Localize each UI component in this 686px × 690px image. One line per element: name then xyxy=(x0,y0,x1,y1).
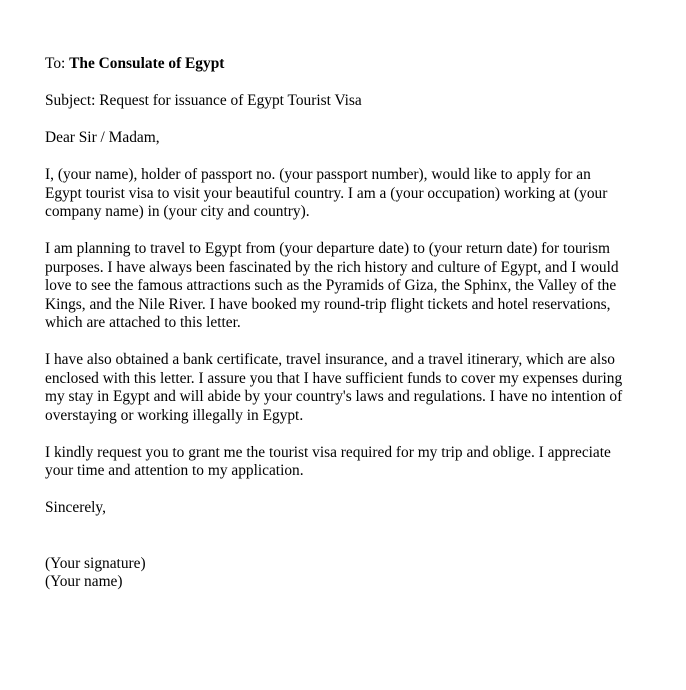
paragraph-line: I, (your name), holder of passport no. (your passport number), would like to apply for an xyxy=(45,166,591,183)
paragraph-line: I am planning to travel to Egypt from (your departure date) to (your return date) for tourism xyxy=(45,240,610,257)
closing: Sincerely, xyxy=(45,499,106,516)
signature-placeholder: (Your signature) xyxy=(45,554,146,572)
salutation: Dear Sir / Madam, xyxy=(45,129,160,146)
paragraph-line: love to see the famous attractions such as the Pyramids of Giza, the Sphinx, the Valley of the xyxy=(45,277,617,294)
paragraph-line: company name) in (your city and country). xyxy=(45,203,310,220)
paragraph-request xyxy=(45,444,680,481)
recipient-line xyxy=(45,55,680,74)
paragraph-line: Egypt tourist visa to visit your beautiful country. I am a (your occupation) working at (your xyxy=(45,184,608,202)
paragraph-line: I kindly request you to grant me the tourist visa required for my trip and oblige. I appreciate xyxy=(45,443,611,461)
subject-line: Subject: Request for issuance of Egypt Tourist Visa xyxy=(45,92,362,109)
paragraph-documents xyxy=(45,351,680,425)
recipient-name: The Consulate of Egypt xyxy=(69,55,225,72)
paragraph-line: enclosed with this letter. I assure you that I have sufficient funds to cover my expenses during xyxy=(45,369,623,387)
paragraph-line: I have also obtained a bank certificate, travel insurance, and a travel itinerary, which are also xyxy=(45,351,615,368)
name-placeholder: (Your name) xyxy=(45,573,123,590)
paragraph-line: Kings, and the Nile River. I have booked my round-trip flight tickets and hotel reservations, xyxy=(45,295,611,313)
paragraph-line: purposes. I have always been fascinated by the rich history and culture of Egypt, and I would xyxy=(45,258,619,276)
paragraph-line: my stay in Egypt and will abide by your country's laws and regulations. I have no intention of xyxy=(45,388,623,405)
paragraph-line: which are attached to this letter. xyxy=(45,314,241,331)
paragraph-line: your time and attention to my application. xyxy=(45,462,304,479)
paragraph-line: overstaying or working illegally in Egypt. xyxy=(45,406,304,424)
paragraph-travel-plans xyxy=(45,240,680,333)
to-label: To: xyxy=(45,55,66,72)
paragraph-introduction xyxy=(45,166,680,222)
signature-block xyxy=(45,555,680,592)
letter-document xyxy=(45,55,680,592)
